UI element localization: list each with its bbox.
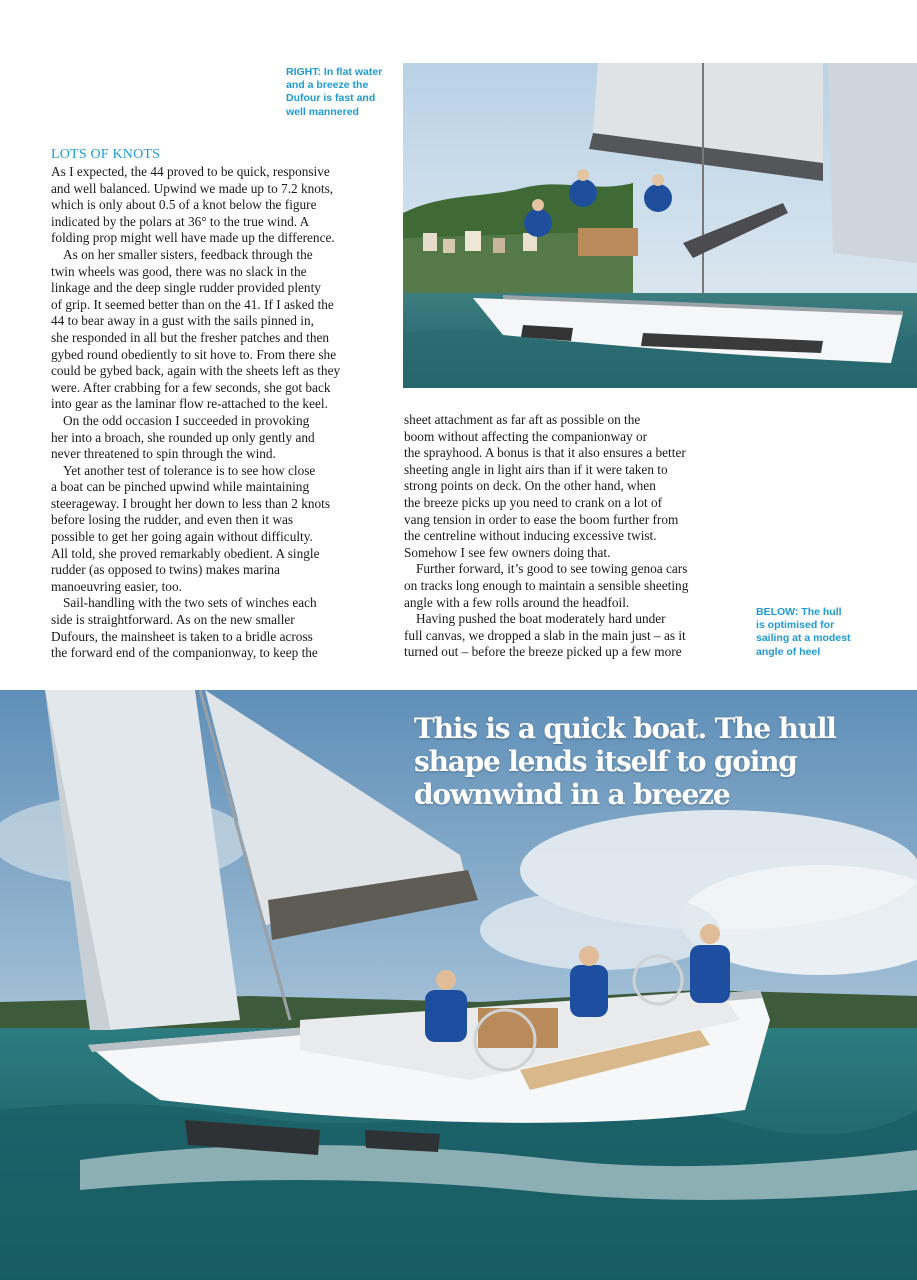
- pull-quote: This is a quick boat. The hull shape lends itself to going downwind in a breeze: [414, 712, 836, 811]
- section-heading: LOTS OF KNOTS: [51, 147, 161, 162]
- text-line: As on her smaller sisters, feedback through the: [63, 246, 313, 262]
- text-line: turned out – before the breeze picked up a few more: [404, 644, 682, 660]
- text-line: linkage and the deep single rudder provided plenty: [51, 280, 321, 296]
- top-photo-illustration: [403, 63, 917, 388]
- text-line: the centreline without inducing excessive twist.: [404, 528, 657, 544]
- text-line: before losing the rudder, and even then it was: [51, 512, 294, 528]
- text-line: 44 to bear away in a gust with the sails pinned in,: [51, 313, 314, 329]
- text-line: side is straightforward. As on the new smaller: [51, 612, 295, 628]
- text-line: All told, she proved remarkably obedient. A single: [51, 545, 320, 561]
- bottom-photo: [0, 690, 917, 1280]
- text-line: Dufours, the mainsheet is taken to a bridle across: [51, 628, 313, 644]
- text-line: the breeze picks up you need to crank on a lot of: [404, 494, 663, 510]
- text-line: steerageway. I brought her down to less than 2 knots: [51, 495, 331, 511]
- text-line: sheet attachment as far aft as possible on the: [404, 412, 641, 427]
- text-line: she responded in all but the fresher patches and then: [51, 329, 330, 345]
- text-line: As I expected, the 44 proved to be quick, responsive: [51, 164, 330, 179]
- text-line: into gear as the laminar flow re-attached to the keel.: [51, 396, 328, 412]
- text-line: manoeuvring easier, too.: [51, 578, 182, 594]
- text-line: never threatened to spin through the wind.: [51, 446, 276, 462]
- text-line: Sail-handling with the two sets of winches each: [63, 595, 317, 611]
- text-line: gybed round obediently to sit hove to. From there she: [51, 346, 337, 362]
- text-line: Somehow I see few owners doing that.: [404, 544, 611, 560]
- text-line: the forward end of the companionway, to keep the: [51, 645, 318, 661]
- text-line: on tracks long enough to maintain a sensible sheeting: [404, 577, 689, 593]
- photo-caption-below: BELOW: The hull is optimised for sailing at a modest angle of heel: [756, 606, 851, 658]
- text-line: full canvas, we dropped a slab in the main just – as it: [404, 627, 686, 643]
- text-line: possible to get her going again without difficulty.: [51, 529, 313, 545]
- text-line: boom without affecting the companionway or: [404, 428, 648, 444]
- text-line: strong points on deck. On the other hand, when: [404, 478, 656, 494]
- text-line: vang tension in order to ease the boom further from: [404, 511, 679, 527]
- article-column-middle: [404, 412, 734, 661]
- text-line: twin wheels was good, there was no slack in the: [51, 263, 307, 279]
- article-column-left: [51, 164, 381, 662]
- text-line: Further forward, it’s good to see towing genoa cars: [416, 561, 688, 577]
- text-line: rudder (as opposed to twins) makes marina: [51, 562, 280, 578]
- text-line: On the odd occasion I succeeded in provoking: [63, 412, 310, 428]
- text-line: and well balanced. Upwind we made up to 7.2 knots,: [51, 180, 334, 196]
- photo-caption-right: RIGHT: In flat water and a breeze the Dufour is fast and well mannered: [286, 66, 383, 118]
- top-photo: [403, 63, 917, 388]
- text-line: Having pushed the boat moderately hard under: [416, 611, 666, 627]
- text-line: could be gybed back, again with the sheets left as they: [51, 363, 341, 379]
- text-line: her into a broach, she rounded up only gently and: [51, 429, 315, 445]
- text-line: folding prop might well have made up the difference.: [51, 230, 335, 246]
- text-line: were. After crabbing for a few seconds, she got back: [51, 379, 331, 395]
- text-line: sheeting angle in light airs than if it were taken to: [404, 461, 668, 477]
- text-line: angle with a few rolls around the headfoil.: [404, 594, 630, 610]
- text-line: indicated by the polars at 36° to the true wind. A: [51, 213, 310, 229]
- text-line: a boat can be pinched upwind while maintaining: [51, 479, 310, 495]
- text-line: the sprayhood. A bonus is that it also ensures a better: [404, 445, 686, 461]
- text-line: which is only about 0.5 of a knot below the figure: [51, 197, 317, 213]
- text-line: of grip. It seemed better than on the 41. If I asked the: [51, 296, 334, 312]
- text-line: Yet another test of tolerance is to see how close: [63, 462, 316, 478]
